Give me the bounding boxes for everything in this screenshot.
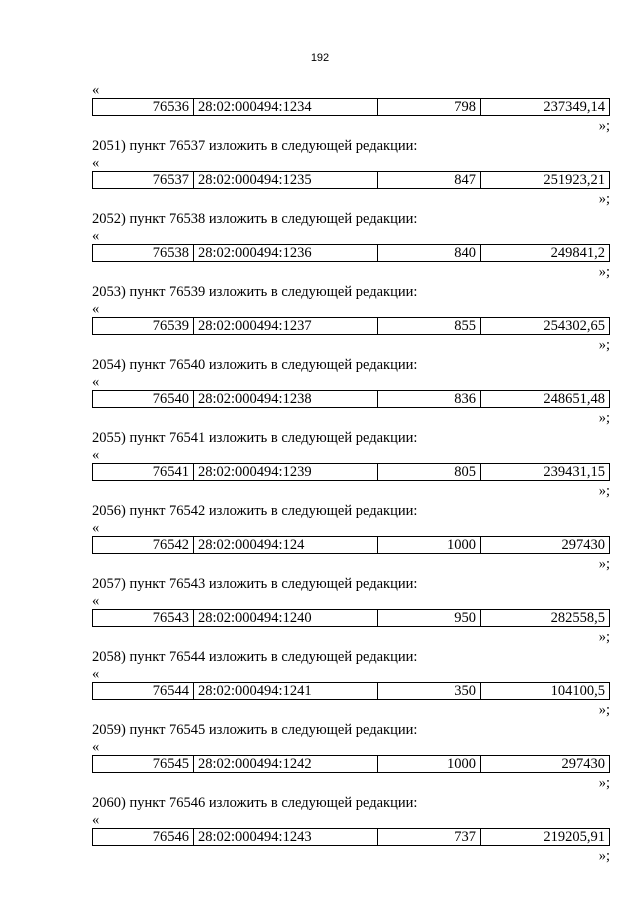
opening-quote: « [92,301,100,317]
amendment-instruction: 2059) пункт 76545 изложить в следующей редакции: [92,722,418,738]
cadastral-number-cell: 28:02:000494:1235 [194,172,378,189]
item-number-cell: 76541 [93,464,194,481]
closing-quote: »; [598,629,610,645]
cadastral-number-cell: 28:02:000494:1240 [194,610,378,627]
cadastral-number-cell: 28:02:000494:1241 [194,683,378,700]
value-cell: 248651,48 [481,391,610,408]
area-cell: 737 [378,829,481,846]
opening-quote: « [92,155,100,171]
table-row [93,99,610,116]
cadastral-number-cell: 28:02:000494:1243 [194,829,378,846]
table-row [93,683,610,700]
amendment-instruction: 2060) пункт 76546 изложить в следующей редакции: [92,795,418,811]
item-number-cell: 76546 [93,829,194,846]
value-cell: 254302,65 [481,318,610,335]
table-row [93,464,610,481]
area-cell: 350 [378,683,481,700]
amendment-instruction: 2052) пункт 76538 изложить в следующей редакции: [92,211,418,227]
amendment-instruction: 2057) пункт 76543 изложить в следующей редакции: [92,576,418,592]
amendment-instruction: 2056) пункт 76542 изложить в следующей редакции: [92,503,418,519]
entry-table [92,609,610,627]
closing-quote: »; [598,118,610,134]
amendment-instruction: 2054) пункт 76540 изложить в следующей редакции: [92,357,418,373]
opening-quote: « [92,520,100,536]
value-cell: 297430 [481,756,610,773]
entry-table [92,317,610,335]
area-cell: 805 [378,464,481,481]
table-row [93,172,610,189]
closing-quote: »; [598,483,610,499]
cadastral-number-cell: 28:02:000494:1237 [194,318,378,335]
area-cell: 840 [378,245,481,262]
entry-table [92,828,610,846]
entry-table [92,98,610,116]
opening-quote: « [92,82,100,98]
amendment-instruction: 2058) пункт 76544 изложить в следующей редакции: [92,649,418,665]
value-cell: 237349,14 [481,99,610,116]
opening-quote: « [92,447,100,463]
value-cell: 249841,2 [481,245,610,262]
entry-table [92,682,610,700]
amendment-instruction: 2053) пункт 76539 изложить в следующей редакции: [92,284,418,300]
opening-quote: « [92,593,100,609]
table-row [93,756,610,773]
value-cell: 297430 [481,537,610,554]
table-row [93,391,610,408]
entry-table [92,755,610,773]
value-cell: 219205,91 [481,829,610,846]
closing-quote: »; [598,410,610,426]
value-cell: 251923,21 [481,172,610,189]
entry-table [92,244,610,262]
item-number-cell: 76539 [93,318,194,335]
amendment-instruction: 2051) пункт 76537 изложить в следующей редакции: [92,138,418,154]
entry-table [92,463,610,481]
item-number-cell: 76545 [93,756,194,773]
item-number-cell: 76542 [93,537,194,554]
item-number-cell: 76543 [93,610,194,627]
closing-quote: »; [598,264,610,280]
item-number-cell: 76540 [93,391,194,408]
table-row [93,245,610,262]
table-row [93,537,610,554]
cadastral-number-cell: 28:02:000494:1239 [194,464,378,481]
cadastral-number-cell: 28:02:000494:1238 [194,391,378,408]
area-cell: 950 [378,610,481,627]
area-cell: 1000 [378,537,481,554]
area-cell: 798 [378,99,481,116]
item-number-cell: 76537 [93,172,194,189]
closing-quote: »; [598,191,610,207]
closing-quote: »; [598,775,610,791]
table-row [93,610,610,627]
opening-quote: « [92,228,100,244]
cadastral-number-cell: 28:02:000494:124 [194,537,378,554]
area-cell: 847 [378,172,481,189]
item-number-cell: 76544 [93,683,194,700]
document-body [92,82,610,868]
closing-quote: »; [598,556,610,572]
cadastral-number-cell: 28:02:000494:1242 [194,756,378,773]
value-cell: 282558,5 [481,610,610,627]
opening-quote: « [92,739,100,755]
item-number-cell: 76536 [93,99,194,116]
value-cell: 104100,5 [481,683,610,700]
page-number: 192 [310,52,330,64]
entry-table [92,171,610,189]
amendment-instruction: 2055) пункт 76541 изложить в следующей редакции: [92,430,418,446]
closing-quote: »; [598,848,610,864]
closing-quote: »; [598,702,610,718]
table-row [93,318,610,335]
item-number-cell: 76538 [93,245,194,262]
table-row [93,829,610,846]
value-cell: 239431,15 [481,464,610,481]
area-cell: 1000 [378,756,481,773]
cadastral-number-cell: 28:02:000494:1236 [194,245,378,262]
entry-table [92,536,610,554]
area-cell: 855 [378,318,481,335]
closing-quote: »; [598,337,610,353]
opening-quote: « [92,666,100,682]
opening-quote: « [92,374,100,390]
cadastral-number-cell: 28:02:000494:1234 [194,99,378,116]
area-cell: 836 [378,391,481,408]
opening-quote: « [92,812,100,828]
entry-table [92,390,610,408]
